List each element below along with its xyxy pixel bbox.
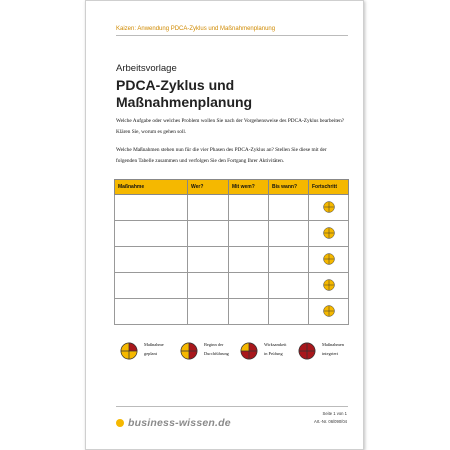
- cell-until-when[interactable]: [269, 273, 309, 299]
- cell-until-when[interactable]: [269, 247, 309, 273]
- legend-label-line1: Wirksamkeit: [264, 342, 287, 347]
- cell-with-whom[interactable]: [229, 273, 269, 299]
- table-row: [115, 195, 349, 221]
- cell-measure[interactable]: [115, 273, 188, 299]
- cell-progress[interactable]: [309, 247, 349, 273]
- table-row: [115, 299, 349, 325]
- column-header-who: Wer?: [188, 180, 229, 195]
- cell-measure[interactable]: [115, 299, 188, 325]
- cell-progress[interactable]: [309, 221, 349, 247]
- intro-paragraph: Welche Aufgabe oder welches Problem wollen Sie nach der Vorgehensweise des PDCA-Zyklus bearbeiten? Klären Sie, worum es gehen soll.: [116, 118, 345, 135]
- legend-label: [204, 340, 229, 358]
- cell-until-when[interactable]: [269, 195, 309, 221]
- page-number: Seite 1 von 1: [322, 411, 347, 416]
- cell-progress[interactable]: [309, 273, 349, 299]
- brand-logo: [116, 414, 231, 432]
- legend-icon-wrapper: [120, 342, 138, 360]
- column-header-progress: Fortschritt: [309, 180, 349, 195]
- cell-who[interactable]: [188, 273, 229, 299]
- legend-label-line2: in Prüfung: [264, 351, 283, 356]
- page-info: [314, 410, 347, 426]
- column-header-measure: Maßnahme: [115, 180, 188, 195]
- document-page: [85, 0, 364, 450]
- legend-label-line2: Durchführung: [204, 351, 229, 356]
- cell-who[interactable]: [188, 247, 229, 273]
- pdca-circle-icon: [120, 342, 138, 360]
- cell-with-whom[interactable]: [229, 221, 269, 247]
- cell-who[interactable]: [188, 195, 229, 221]
- legend-label: [264, 340, 287, 358]
- cell-until-when[interactable]: [269, 221, 309, 247]
- measures-table: [114, 179, 349, 325]
- legend-label-line1: Maßnahme: [144, 342, 164, 347]
- header-title: Kaizen: Anwendung PDCA-Zyklus und Maßnahmenplanung: [116, 26, 276, 32]
- pdca-circle-icon: [298, 342, 316, 360]
- cell-who[interactable]: [188, 299, 229, 325]
- legend-label: [144, 340, 164, 358]
- cell-progress[interactable]: [309, 299, 349, 325]
- legend-label-line1: Maßnahmen: [322, 342, 344, 347]
- cell-with-whom[interactable]: [229, 195, 269, 221]
- legend-label-line2: geplant: [144, 351, 157, 356]
- pdca-circle-icon: [323, 201, 335, 213]
- cell-who[interactable]: [188, 221, 229, 247]
- legend-label-line2: integriert: [322, 351, 339, 356]
- cell-with-whom[interactable]: [229, 247, 269, 273]
- column-header-until-when: Bis wann?: [269, 180, 309, 195]
- table-header-row: [115, 180, 349, 195]
- table-row: [115, 273, 349, 299]
- legend-label: [322, 340, 344, 358]
- cell-until-when[interactable]: [269, 299, 309, 325]
- pdca-circle-icon: [240, 342, 258, 360]
- footer-divider: [116, 406, 348, 407]
- cell-with-whom[interactable]: [229, 299, 269, 325]
- pdca-circle-icon: [323, 253, 335, 265]
- table-row: [115, 221, 349, 247]
- cell-measure[interactable]: [115, 195, 188, 221]
- legend-icon-wrapper: [240, 342, 258, 360]
- brand-name: business-wissen.de: [128, 416, 231, 429]
- cell-measure[interactable]: [115, 247, 188, 273]
- document-title: PDCA-Zyklus und Maßnahmenplanung: [116, 77, 253, 110]
- instruction-paragraph: Welche Maßnahmen stehen nun für die vier Phasen des PDCA-Zyklus an? Stellen Sie diese mit der folgenden Tabelle zusammen und verfolgen Sie den Fortgang Ihrer Aktivitäten.: [116, 147, 327, 164]
- brand-dot-icon: [116, 419, 124, 427]
- header-divider: [116, 35, 348, 36]
- legend-icon-wrapper: [180, 342, 198, 360]
- column-header-with-whom: Mit wem?: [229, 180, 269, 195]
- pdca-circle-icon: [323, 305, 335, 317]
- legend-label-line1: Beginn der: [204, 342, 224, 347]
- legend-icon-wrapper: [298, 342, 316, 360]
- table-row: [115, 247, 349, 273]
- pdca-circle-icon: [180, 342, 198, 360]
- cell-progress[interactable]: [309, 195, 349, 221]
- article-number: Art.-Nr. 06/090/04: [313, 419, 347, 424]
- document-subtitle: Arbeitsvorlage: [116, 63, 177, 74]
- pdca-circle-icon: [323, 279, 335, 291]
- pdca-circle-icon: [323, 227, 335, 239]
- cell-measure[interactable]: [115, 221, 188, 247]
